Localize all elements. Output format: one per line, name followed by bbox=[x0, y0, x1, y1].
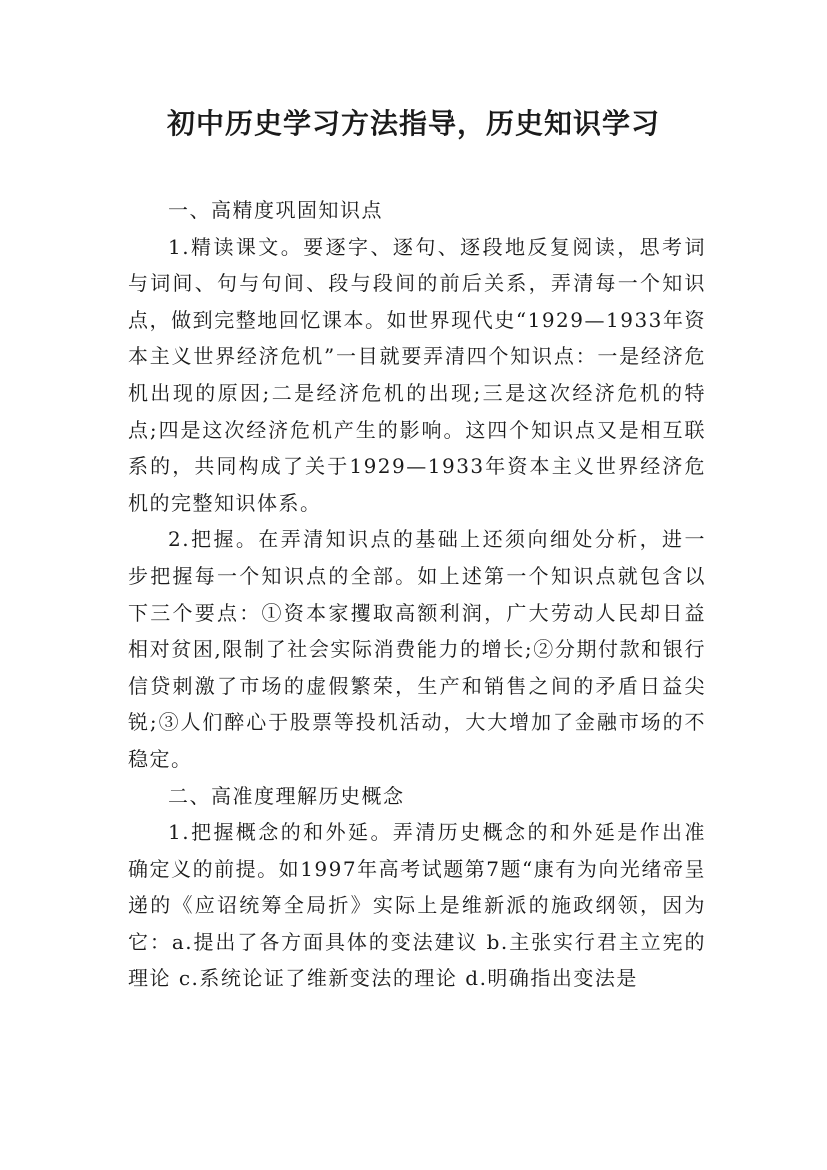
section-heading-2: 二、高准度理解历史概念 bbox=[168, 783, 405, 808]
section-heading-1: 一、高精度巩固知识点 bbox=[168, 198, 383, 222]
document-body bbox=[128, 192, 706, 997]
paragraph-intensive-reading: 1.精读课文。要逐字、逐句、逐段地反复阅读，思考词与词间、句与句间、段与段间的前后关系，弄清每一个知识点，做到完整地回忆课本。如世界现代史“1929—1933年资本主义世界经济危机”一目就要弄清四个知识点：一是经济危机出现的原因;二是经济危机的出现;三是这次经济危机的特点;四是这次经济危机产生的影响。这四个知识点又是相互联系的，共同构成了关于1929—1933年资本主义世界经济危机的完整知识体系。 bbox=[128, 234, 706, 515]
document-title: 初中历史学习方法指导，历史知识学习 bbox=[166, 107, 660, 140]
paragraph-grasp: 2.把握。在弄清知识点的基础上还须向细处分析，进一步把握每一个知识点的全部。如上述第一个知识点就包含以下三个要点：①资本家攫取高额利润，广大劳动人民却日益相对贫困,限制了社会实际消费能力的增长;②分期付款和银行信贷刺激了市场的虚假繁荣，生产和销售之间的矛盾日益尖锐;③人们醉心于股票等投机活动，大大增加了金融市场的不稳定。 bbox=[128, 527, 706, 771]
paragraph-concepts: 1.把握概念的和外延。弄清历史概念的和外延是作出准确定义的前提。如1997年高考试题第7题“康有为向光绪帝呈递的《应诏统筹全局折》实际上是维新派的施政纲领，因为它：a.提出了各方面具体的变法建议 b.主张实行君主立宪的理论 c.系统论证了维新变法的理论 d.明确指出变法是 bbox=[128, 820, 706, 991]
